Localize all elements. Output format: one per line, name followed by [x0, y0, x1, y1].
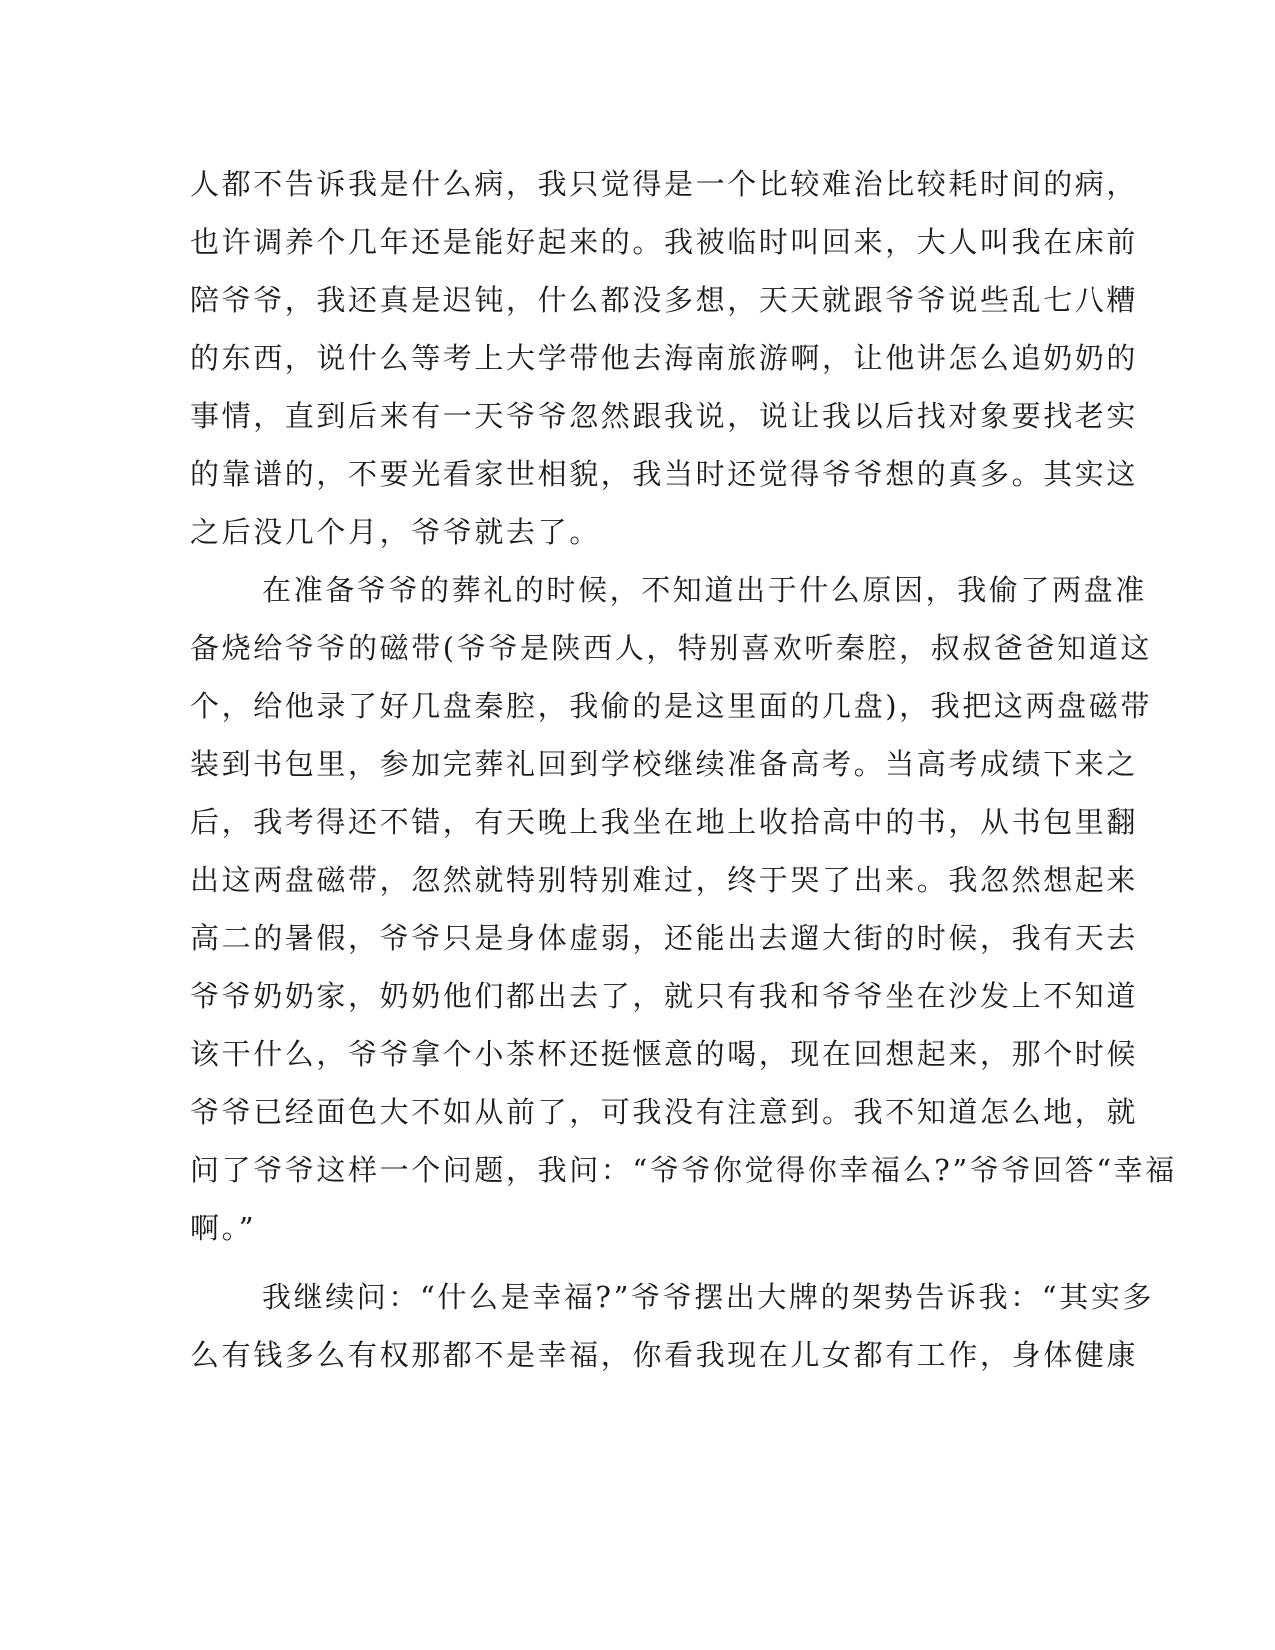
text-line: 人都不告诉我是什么病，我只觉得是一个比较难治比较耗时间的病，	[190, 167, 1139, 201]
text-line: 啊。”	[190, 1211, 257, 1245]
text-line: 高二的暑假，爷爷只是身体虚弱，还能出去遛大街的时候，我有天去	[190, 921, 1139, 955]
text-line: 后，我考得还不错，有天晚上我坐在地上收拾高中的书，从书包里翻	[190, 805, 1139, 839]
text-line: 事情，直到后来有一天爷爷忽然跟我说，说让我以后找对象要找老实	[190, 399, 1139, 433]
text-line: 陪爷爷，我还真是迟钝，什么都没多想，天天就跟爷爷说些乱七八糟	[190, 283, 1139, 317]
text-line: 出这两盘磁带，忽然就特别特别难过，终于哭了出来。我忽然想起来	[190, 863, 1139, 897]
text-line: 该干什么，爷爷拿个小茶杯还挺惬意的喝，现在回想起来，那个时候	[190, 1037, 1139, 1071]
text-line: 备烧给爷爷的磁带(爷爷是陕西人，特别喜欢听秦腔，叔叔爸爸知道这	[190, 631, 1152, 665]
text-line: 的东西，说什么等考上大学带他去海南旅游啊，让他讲怎么追奶奶的	[190, 341, 1139, 375]
text-line: 问了爷爷这样一个问题，我问：“爷爷你觉得你幸福么?”爷爷回答“幸福	[190, 1153, 1177, 1187]
paragraph-first-line: 在准备爷爷的葬礼的时候，不知道出于什么原因，我偷了两盘准	[262, 573, 1147, 607]
text-line: 装到书包里，参加完葬礼回到学校继续准备高考。当高考成绩下来之	[190, 747, 1139, 781]
text-line: 个，给他录了好几盘秦腔，我偷的是这里面的几盘)，我把这两盘磁带	[190, 689, 1152, 723]
text-line: 爷爷已经面色大不如从前了，可我没有注意到。我不知道怎么地，就	[190, 1095, 1139, 1129]
text-line: 也许调养个几年还是能好起来的。我被临时叫回来，大人叫我在床前	[190, 225, 1139, 259]
text-line: 的靠谱的，不要光看家世相貌，我当时还觉得爷爷想的真多。其实这	[190, 457, 1139, 491]
paragraph-first-line: 我继续问：“什么是幸福?”爷爷摆出大牌的架势告诉我：“其实多	[262, 1280, 1155, 1314]
text-line: 之后没几个月，爷爷就去了。	[190, 515, 601, 549]
text-line: 么有钱多么有权那都不是幸福，你看我现在儿女都有工作，身体健康	[190, 1338, 1139, 1372]
text-line: 爷爷奶奶家，奶奶他们都出去了，就只有我和爷爷坐在沙发上不知道	[190, 979, 1139, 1013]
